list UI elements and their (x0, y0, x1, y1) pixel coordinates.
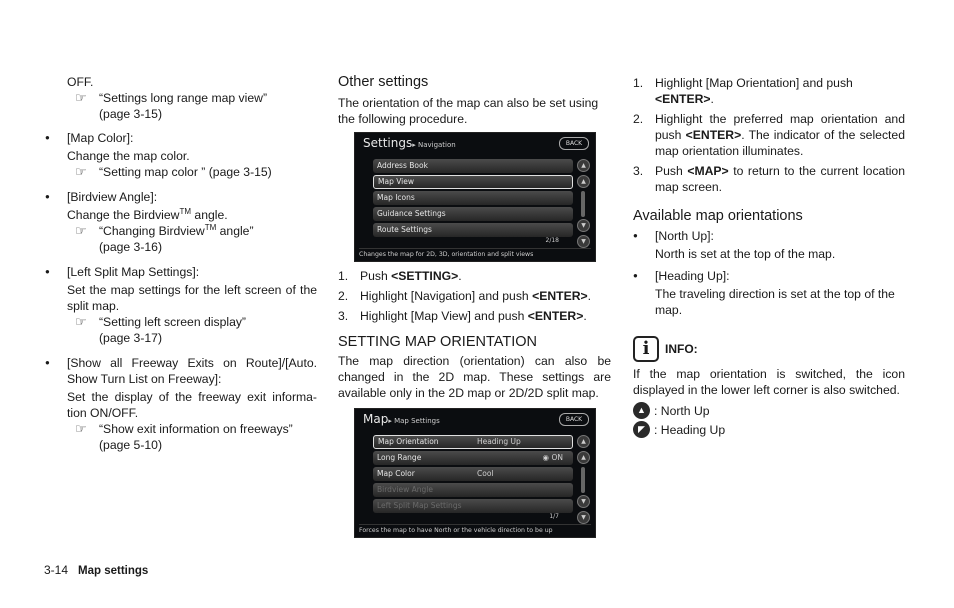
reference-long-range: ☞ “Settings long range map view” (page 3-15) (75, 90, 268, 121)
north-up-icon: ▲ (633, 402, 650, 419)
pointing-hand-icon: ☞ (75, 421, 87, 436)
menu-item-map-color[interactable]: Map Color Cool (373, 467, 573, 481)
scroll-down-icon[interactable]: ▼ (577, 219, 590, 232)
info-icon: i (633, 336, 659, 362)
list-item-heading-up: ● [Heading Up]: The traveling direction is set at the top of the map. (633, 268, 905, 318)
list-item-freeway: ● [Show all Freeway Exits on Route]/[Auto. Show Turn List on Freeway]: Set the display of the freeway exit informa- tion ON/OFF. ☞ “Show exit information on freeways” (page 5-10) (45, 355, 317, 453)
back-button[interactable]: BACK (559, 413, 589, 426)
map-settings-list (373, 435, 573, 515)
list-item-map-color: ● [Map Color]: Change the map color. ☞ “Setting map color ” (page 3-15) (45, 130, 317, 180)
page-indicator: 1/7 (549, 513, 559, 520)
other-settings-desc: The orientation of the map can also be set using the following procedure. (338, 96, 599, 126)
menu-item-route-settings[interactable]: Route Settings (373, 223, 573, 237)
list-item-north-up: ● [North Up]: North is set at the top of the map. (633, 228, 905, 262)
other-settings-heading: Other settings (338, 74, 429, 90)
reference-left-split: ☞ “Setting left screen display” (page 3-17) (75, 314, 246, 345)
pointing-hand-icon: ☞ (75, 164, 87, 179)
menu-item-address-book[interactable]: Address Book (373, 159, 573, 173)
scroll-up-icon[interactable]: ▲ (577, 435, 590, 448)
section-title: Map settings (78, 565, 149, 577)
reference-birdview: ☞ “Changing Birdview™ angle” (page 3-16) (75, 222, 254, 254)
list-item-birdview: ● [Birdview Angle]: Change the Birdview™ angle. ☞ “Changing Birdview™ angle” (page 3-16) (45, 189, 317, 255)
menu-item-guidance-settings[interactable]: Guidance Settings (373, 207, 573, 221)
settings-navigation-screen: Settings▸ Navigation BACK Address Book Map View Map Icons Guidance Settings Route Settings ▲ ▲ ▼ ▼ 2/18 Changes the map for 2D, 3D, orientation and split views (354, 132, 596, 262)
info-heading: i INFO: (633, 336, 905, 362)
pointing-hand-icon: ☞ (75, 314, 87, 329)
available-orientations-heading: Available map orientations (633, 208, 803, 224)
page-footer (44, 563, 148, 577)
menu-item-map-orientation[interactable]: Map Orientation Heading Up (373, 435, 573, 449)
north-up-legend: ▲ : North Up (633, 402, 905, 419)
info-text: If the map orientation is switched, the icon displayed in the lower left corner is also switched. (633, 367, 905, 397)
scroll-down-icon[interactable]: ▼ (577, 511, 590, 524)
pointing-hand-icon: ☞ (75, 90, 87, 105)
pointing-hand-icon: ☞ (75, 223, 87, 238)
menu-item-map-view[interactable]: Map View (373, 175, 573, 189)
scroll-down-icon[interactable]: ▼ (577, 235, 590, 248)
step-1: 1. Highlight [Map Orientation] and push <ENTER>. (633, 76, 853, 106)
column-1 (45, 74, 317, 453)
step-3: 3. Push <MAP> to return to the current location map screen. (633, 164, 905, 194)
heading-up-legend: ◤ : Heading Up (633, 421, 905, 438)
menu-item-long-range[interactable]: Long Range ◉ ON (373, 451, 573, 465)
settings-menu-list (373, 159, 573, 239)
menu-item-birdview-angle: Birdview Angle (373, 483, 573, 497)
scrollbar[interactable] (577, 435, 589, 527)
page-indicator: 2/18 (545, 237, 559, 244)
scroll-down-icon[interactable]: ▼ (577, 495, 590, 508)
off-text: OFF. (67, 75, 94, 89)
list-item-left-split: ● [Left Split Map Settings]: Set the map settings for the left screen of the split map. ☞ “Setting left screen display” (page 3-17) (45, 264, 317, 346)
column-3 (633, 75, 905, 438)
column-2-steps (338, 268, 611, 401)
step-3: 3. Highlight [Map View] and push <ENTER>. (338, 309, 587, 323)
page-number: 3-14 (44, 563, 69, 577)
step-1: 1. Push <SETTING>. (338, 269, 462, 283)
heading-up-icon: ◤ (633, 421, 650, 438)
scroll-up-icon[interactable]: ▲ (577, 451, 590, 464)
status-text: Changes the map for 2D, 3D, orientation and split views (359, 248, 591, 258)
orientation-heading: SETTING MAP ORIENTATION (338, 334, 537, 350)
reference-freeway: ☞ “Show exit information on freeways” (page 5-10) (75, 421, 293, 452)
orientation-desc: The map direction (orientation) can also be changed in the 2D map. These settings are available only in the 2D map or 2D/2D split map. (338, 354, 611, 400)
scrollbar[interactable] (577, 159, 589, 251)
scroll-up-icon[interactable]: ▲ (577, 175, 590, 188)
step-2: 2. Highlight [Navigation] and push <ENTER>. (338, 289, 592, 303)
step-2: 2. Highlight the preferred map orientation and push <ENTER>. The indicator of the selected map orientation illuminates. (633, 112, 905, 158)
reference-map-color: ☞ “Setting map color ” (page 3-15) (75, 164, 272, 179)
scroll-up-icon[interactable]: ▲ (577, 159, 590, 172)
status-text: Forces the map to have North or the vehicle direction to be up (359, 524, 591, 534)
menu-item-map-icons[interactable]: Map Icons (373, 191, 573, 205)
map-settings-screen: Map▸ Map Settings BACK Map Orientation Heading Up Long Range ◉ ON Map Color Cool Birdview Angle Left Split Map Settings ▲ ▲ ▼ ▼ 1/7 Forces the map to have North or the vehicle direction to be up (354, 408, 596, 538)
column-2 (338, 73, 611, 127)
menu-item-left-split-map-settings: Left Split Map Settings (373, 499, 573, 513)
back-button[interactable]: BACK (559, 137, 589, 150)
